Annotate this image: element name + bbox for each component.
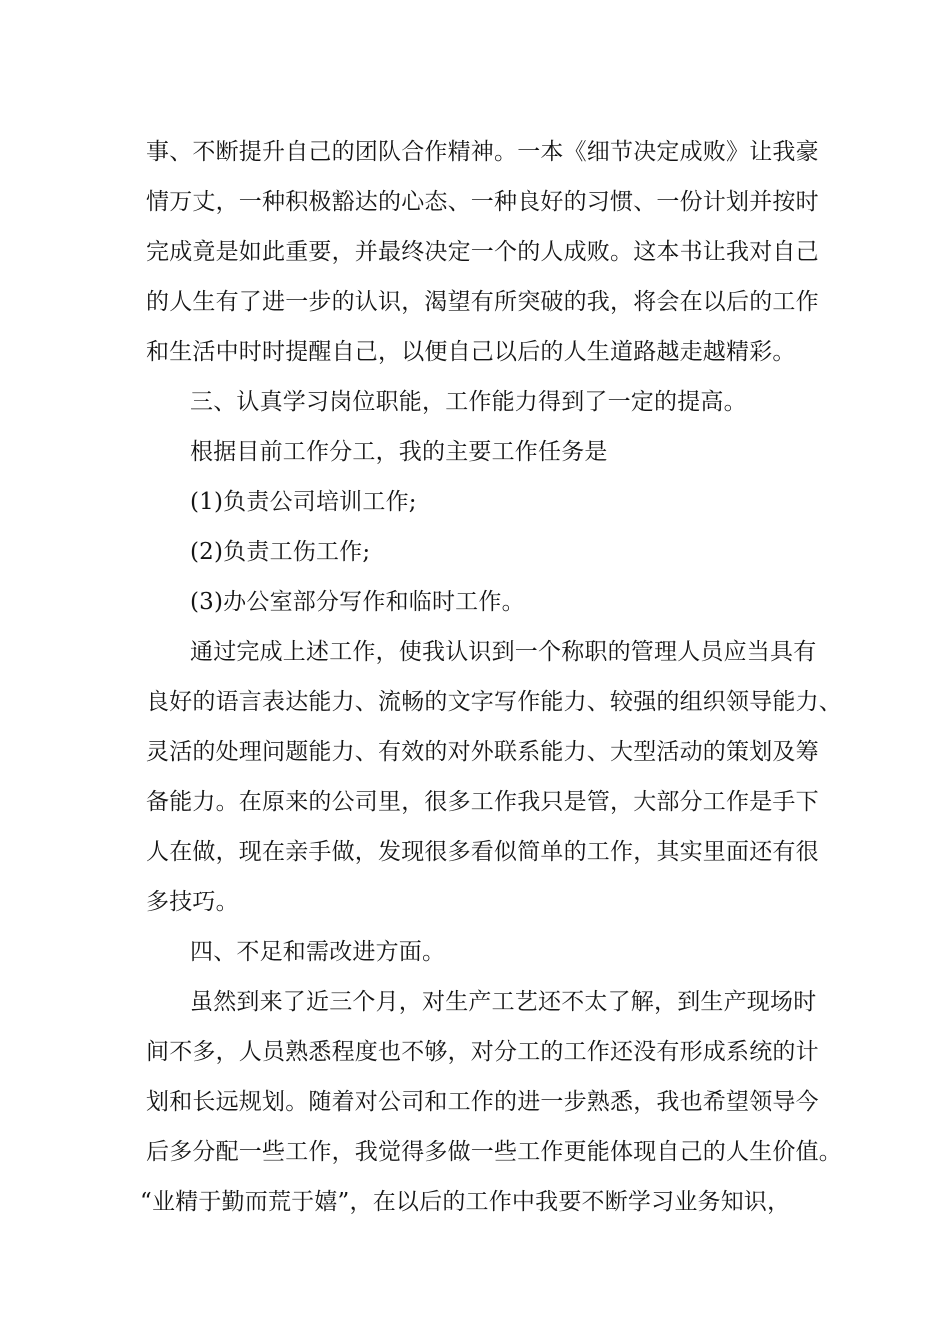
list-item: (1)负责公司培训工作;: [190, 489, 417, 515]
text-line: 后多分配一些工作，我觉得多做一些工作更能体现自己的人生价值。: [146, 1139, 842, 1165]
text-line: 情万丈，一种积极豁达的心态、一种良好的习惯、一份计划并按时: [146, 189, 819, 215]
text-line: 事、不断提升自己的团队合作精神。一本《细节决定成败》让我豪: [146, 139, 819, 165]
text-line: “业精于勤而荒于嬉”，在以后的工作中我要不断学习业务知识，: [140, 1189, 791, 1215]
list-item: (3)办公室部分写作和临时工作。: [190, 589, 525, 615]
text-line: 的人生有了进一步的认识，渴望有所突破的我，将会在以后的工作: [146, 289, 819, 315]
text-line: 完成竟是如此重要，并最终决定一个的人成败。这本书让我对自己: [146, 239, 819, 265]
text-line: 划和长远规划。随着对公司和工作的进一步熟悉，我也希望领导今: [146, 1089, 819, 1115]
section-heading: 四、不足和需改进方面。: [190, 939, 446, 965]
text-line: 灵活的处理问题能力、有效的对外联系能力、大型活动的策划及筹: [146, 739, 819, 765]
text-line: 根据目前工作分工，我的主要工作任务是: [190, 439, 608, 465]
text-line: 通过完成上述工作，使我认识到一个称职的管理人员应当具有: [190, 639, 817, 665]
text-line: 良好的语言表达能力、流畅的文字写作能力、较强的组织领导能力、: [146, 689, 842, 715]
text-line: 人在做，现在亲手做，发现很多看似简单的工作，其实里面还有很: [146, 839, 819, 865]
text-line: 虽然到来了近三个月，对生产工艺还不太了解，到生产现场时: [190, 989, 817, 1015]
text-line: 备能力。在原来的公司里，很多工作我只是管，大部分工作是手下: [146, 789, 819, 815]
text-line: 和生活中时时提醒自己，以便自己以后的人生道路越走越精彩。: [146, 339, 796, 365]
text-line: 多技巧。: [146, 889, 239, 915]
text-line: 间不多，人员熟悉程度也不够，对分工的工作还没有形成系统的计: [146, 1039, 819, 1065]
section-heading: 三、认真学习岗位职能，工作能力得到了一定的提高。: [190, 389, 747, 415]
list-item: (2)负责工伤工作;: [190, 539, 371, 565]
